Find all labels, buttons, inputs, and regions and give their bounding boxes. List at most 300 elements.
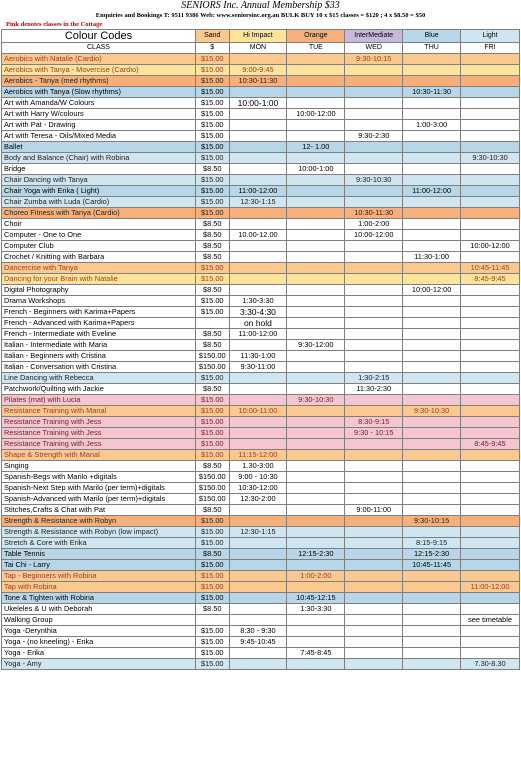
tue-time — [287, 483, 345, 494]
thu-time — [403, 351, 461, 362]
class-name: Strength & Resistance with Robyn (low impact) — [2, 527, 196, 538]
wed-time: 9:30-10:30 — [345, 175, 403, 186]
tue-time — [287, 175, 345, 186]
thu-time — [403, 637, 461, 648]
table-row — [2, 615, 520, 626]
fri-time — [461, 428, 520, 439]
fri-time — [461, 340, 520, 351]
table-row — [2, 241, 520, 252]
mon-time — [229, 142, 287, 153]
thu-time — [403, 428, 461, 439]
mon-time: on hold — [229, 318, 287, 329]
fri-time — [461, 230, 520, 241]
mon-time — [229, 241, 287, 252]
class-price: $8.50 — [195, 604, 229, 615]
mon-time — [229, 417, 287, 428]
fri-time — [461, 549, 520, 560]
table-row — [2, 505, 520, 516]
tue-time — [287, 637, 345, 648]
class-price: $15.00 — [195, 593, 229, 604]
thu-time — [403, 659, 461, 670]
tue-time — [287, 384, 345, 395]
thu-time — [403, 340, 461, 351]
thu-time — [403, 593, 461, 604]
class-name: Resistance Training with Manal — [2, 406, 196, 417]
thu-time — [403, 626, 461, 637]
mon-time: 1:30-3:30 — [229, 296, 287, 307]
table-row — [2, 131, 520, 142]
mon-time — [229, 549, 287, 560]
table-row — [2, 395, 520, 406]
colour-codes-row — [2, 30, 520, 43]
mon-time: 9:45-10:45 — [229, 637, 287, 648]
class-name: Spanish-Begs with Marilo +digitals — [2, 472, 196, 483]
class-price: $15.00 — [195, 417, 229, 428]
fri-time — [461, 472, 520, 483]
table-row — [2, 373, 520, 384]
fri-time — [461, 186, 520, 197]
mon-time — [229, 153, 287, 164]
fri-time — [461, 87, 520, 98]
tue-time — [287, 450, 345, 461]
wed-time — [345, 252, 403, 263]
class-price: $15.00 — [195, 65, 229, 76]
wed-time — [345, 406, 403, 417]
class-name: Stretch & Core with Erika — [2, 538, 196, 549]
fri-time — [461, 648, 520, 659]
table-row — [2, 186, 520, 197]
fri-time — [461, 637, 520, 648]
column-header-mon: MON — [229, 43, 287, 54]
tue-time — [287, 296, 345, 307]
table-row — [2, 494, 520, 505]
mon-time: 9:00 - 10:30 — [229, 472, 287, 483]
column-header-class: CLASS — [2, 43, 196, 54]
table-row — [2, 175, 520, 186]
thu-time — [403, 109, 461, 120]
fri-time: 10:45-11:45 — [461, 263, 520, 274]
tue-time — [287, 406, 345, 417]
class-price: $15.00 — [195, 626, 229, 637]
wed-time — [345, 560, 403, 571]
tue-time — [287, 241, 345, 252]
thu-time — [403, 241, 461, 252]
table-row — [2, 428, 520, 439]
fri-time — [461, 450, 520, 461]
mon-time — [229, 615, 287, 626]
class-name: Chair Yoga with Erika ( Light) — [2, 186, 196, 197]
tue-time — [287, 318, 345, 329]
mon-time: 12:30-2:00 — [229, 494, 287, 505]
class-price: $15.00 — [195, 186, 229, 197]
thu-time — [403, 571, 461, 582]
thu-time — [403, 219, 461, 230]
thu-time — [403, 329, 461, 340]
wed-time — [345, 318, 403, 329]
table-row — [2, 450, 520, 461]
swatch-light: Light — [461, 30, 520, 43]
class-name: Spanish-Advanced with Marilo (per term)+digitals — [2, 494, 196, 505]
table-row — [2, 87, 520, 98]
class-price: $15.00 — [195, 450, 229, 461]
wed-time: 9:30 - 10:15 — [345, 428, 403, 439]
mon-time — [229, 109, 287, 120]
class-name: Art with Pat - Drawing — [2, 120, 196, 131]
swatch-blue: Blue — [403, 30, 461, 43]
class-price: $150.00 — [195, 351, 229, 362]
table-row — [2, 274, 520, 285]
fri-time: 7.30-8.30 — [461, 659, 520, 670]
class-price: $15.00 — [195, 120, 229, 131]
wed-time — [345, 637, 403, 648]
class-price: $15.00 — [195, 648, 229, 659]
thu-time — [403, 131, 461, 142]
class-name: Bridge — [2, 164, 196, 175]
table-row — [2, 230, 520, 241]
class-name: Pilates (mat) with Lucia — [2, 395, 196, 406]
wed-time: 9:00-11:00 — [345, 505, 403, 516]
mon-time — [229, 582, 287, 593]
table-row — [2, 65, 520, 76]
class-name: Italian - Beginners with Cristina — [2, 351, 196, 362]
tue-time: 7:45-8:45 — [287, 648, 345, 659]
class-price: $8.50 — [195, 384, 229, 395]
class-name: French - Advanced with Karima+Papers — [2, 318, 196, 329]
tue-time — [287, 230, 345, 241]
table-row — [2, 549, 520, 560]
class-name: Ballet — [2, 142, 196, 153]
thu-time — [403, 230, 461, 241]
fri-time — [461, 494, 520, 505]
class-price: $15.00 — [195, 175, 229, 186]
mon-time: 11:30-1:00 — [229, 351, 287, 362]
mon-time — [229, 87, 287, 98]
table-row — [2, 340, 520, 351]
thu-time — [403, 197, 461, 208]
table-row — [2, 593, 520, 604]
mon-time: 8:30 - 9:30 — [229, 626, 287, 637]
column-header-thu: THU — [403, 43, 461, 54]
table-row — [2, 659, 520, 670]
wed-time — [345, 329, 403, 340]
wed-time — [345, 549, 403, 560]
class-price: $15.00 — [195, 538, 229, 549]
tue-time — [287, 439, 345, 450]
wed-time — [345, 307, 403, 318]
tue-time — [287, 252, 345, 263]
fri-time: 8:45-9:45 — [461, 439, 520, 450]
class-name: Yoga -Derynthia — [2, 626, 196, 637]
mon-time — [229, 571, 287, 582]
mon-time — [229, 505, 287, 516]
tue-time — [287, 659, 345, 670]
fri-time — [461, 593, 520, 604]
tue-time — [287, 516, 345, 527]
class-name: Patchwork/Quilting with Jackie — [2, 384, 196, 395]
fri-time: see timetable — [461, 615, 520, 626]
thu-time: 9:30-10:30 — [403, 406, 461, 417]
class-name: Yoga - (no kneeling) - Erika — [2, 637, 196, 648]
mon-time — [229, 274, 287, 285]
class-name: Computer Club — [2, 241, 196, 252]
mon-time — [229, 219, 287, 230]
class-price: $15.00 — [195, 208, 229, 219]
table-row — [2, 538, 520, 549]
thu-time — [403, 494, 461, 505]
mon-time — [229, 395, 287, 406]
thu-time — [403, 395, 461, 406]
class-name: Dancercise with Tanya — [2, 263, 196, 274]
wed-time — [345, 626, 403, 637]
table-row — [2, 197, 520, 208]
tue-time — [287, 131, 345, 142]
class-price: $15.00 — [195, 54, 229, 65]
fri-time — [461, 131, 520, 142]
tue-time: 10:00-12:00 — [287, 109, 345, 120]
class-name: Table Tennis — [2, 549, 196, 560]
fri-time — [461, 318, 520, 329]
tue-time: 10:00-1:00 — [287, 164, 345, 175]
thu-time — [403, 615, 461, 626]
class-name: Tap - Beginners with Robina — [2, 571, 196, 582]
fri-time — [461, 197, 520, 208]
thu-time — [403, 98, 461, 109]
class-name: Dancing for your Brain with Natalie — [2, 274, 196, 285]
class-price: $15.00 — [195, 153, 229, 164]
mon-time: 10:30-12:00 — [229, 483, 287, 494]
tue-time — [287, 120, 345, 131]
tue-time — [287, 329, 345, 340]
class-price: $8.50 — [195, 329, 229, 340]
mon-time — [229, 648, 287, 659]
wed-time — [345, 582, 403, 593]
wed-time: 11:30-2:30 — [345, 384, 403, 395]
class-name: Resistance Training with Jess — [2, 417, 196, 428]
class-name: Crochet / Knitting with Barbara — [2, 252, 196, 263]
class-name: Stitches,Crafts & Chat with Pat — [2, 505, 196, 516]
mon-time — [229, 593, 287, 604]
wed-time — [345, 263, 403, 274]
fri-time — [461, 461, 520, 472]
class-name: French - Beginners with Karima+Papers — [2, 307, 196, 318]
class-name: Yoga - Erika — [2, 648, 196, 659]
tue-time — [287, 98, 345, 109]
tue-time — [287, 560, 345, 571]
thu-time: 10:00-12:00 — [403, 285, 461, 296]
wed-time — [345, 296, 403, 307]
tue-time: 12:15-2:30 — [287, 549, 345, 560]
wed-time — [345, 142, 403, 153]
mon-time: 10:00-1:00 — [229, 98, 287, 109]
class-name: Aerobics with Tanya (Slow rhythms) — [2, 87, 196, 98]
class-name: Aerobics - Tanya (med rhythms) — [2, 76, 196, 87]
fri-time — [461, 329, 520, 340]
thu-time — [403, 263, 461, 274]
tue-time: 1:30-3:30 — [287, 604, 345, 615]
table-row — [2, 384, 520, 395]
mon-time: 1.30-3:00 — [229, 461, 287, 472]
column-header-row — [2, 43, 520, 54]
class-name: Resistance Training with Jess — [2, 428, 196, 439]
class-price: $15.00 — [195, 87, 229, 98]
thu-time: 11:30-1:00 — [403, 252, 461, 263]
fri-time: 11:00-12:00 — [461, 582, 520, 593]
class-price: $8.50 — [195, 340, 229, 351]
wed-time — [345, 98, 403, 109]
wed-time — [345, 593, 403, 604]
mon-time — [229, 208, 287, 219]
fri-time — [461, 626, 520, 637]
class-price: $15.00 — [195, 98, 229, 109]
class-price: $15.00 — [195, 637, 229, 648]
wed-time — [345, 87, 403, 98]
fri-time — [461, 54, 520, 65]
swatch-intermediate: InterMediate — [345, 30, 403, 43]
wed-time — [345, 362, 403, 373]
table-row — [2, 120, 520, 131]
wed-time: 10:30-11:30 — [345, 208, 403, 219]
mon-time: 10:30-11:30 — [229, 76, 287, 87]
table-row — [2, 626, 520, 637]
class-price: $8.50 — [195, 461, 229, 472]
class-price: $15.00 — [195, 439, 229, 450]
mon-time: 10.00-12.00 — [229, 230, 287, 241]
fri-time — [461, 571, 520, 582]
fri-time: 10:00-12:00 — [461, 241, 520, 252]
class-name: Tai Chi - Larry — [2, 560, 196, 571]
thu-time — [403, 604, 461, 615]
table-row — [2, 142, 520, 153]
mon-time — [229, 340, 287, 351]
fri-time — [461, 538, 520, 549]
wed-time: 9:30-2:30 — [345, 131, 403, 142]
table-row — [2, 417, 520, 428]
table-row — [2, 252, 520, 263]
wed-time: 1:00-2:00 — [345, 219, 403, 230]
thu-time — [403, 307, 461, 318]
class-price: $150.00 — [195, 472, 229, 483]
table-row — [2, 109, 520, 120]
mon-time — [229, 120, 287, 131]
wed-time — [345, 197, 403, 208]
tue-time — [287, 461, 345, 472]
thu-time — [403, 362, 461, 373]
mon-time — [229, 439, 287, 450]
wed-time — [345, 76, 403, 87]
wed-time: 1:30-2:15 — [345, 373, 403, 384]
class-name: Chair Dancing with Tanya — [2, 175, 196, 186]
tue-time — [287, 285, 345, 296]
mon-time — [229, 604, 287, 615]
table-row — [2, 571, 520, 582]
contact-line: Enquiries and Bookings T: 9511 9386 Web: www.seniorsinc.org.au BULK BUY 10 x $15 classes = $120 ; 4 x $8.50 = $50 — [95, 12, 426, 19]
thu-time: 12:15-2:30 — [403, 549, 461, 560]
class-price: $15.00 — [195, 428, 229, 439]
class-price: $15.00 — [195, 263, 229, 274]
fri-time — [461, 208, 520, 219]
tue-time — [287, 87, 345, 98]
class-price: $15.00 — [195, 197, 229, 208]
fri-time — [461, 252, 520, 263]
wed-time — [345, 351, 403, 362]
table-row — [2, 153, 520, 164]
table-row — [2, 219, 520, 230]
thu-time — [403, 274, 461, 285]
table-row — [2, 483, 520, 494]
mon-time — [229, 659, 287, 670]
class-name: Walking Group — [2, 615, 196, 626]
mon-time: 9:30-11:00 — [229, 362, 287, 373]
class-price: $15.00 — [195, 373, 229, 384]
wed-time — [345, 450, 403, 461]
mon-time: 9:00-9:45 — [229, 65, 287, 76]
fri-time — [461, 362, 520, 373]
wed-time — [345, 494, 403, 505]
class-name: Spanish-Next Step with Marilo (per term)+digitals — [2, 483, 196, 494]
wed-time: 8:30-9:15 — [345, 417, 403, 428]
thu-time — [403, 450, 461, 461]
class-name: Choreo Fitness with Tanya (Cardio) — [2, 208, 196, 219]
table-row — [2, 296, 520, 307]
wed-time — [345, 340, 403, 351]
tue-time — [287, 351, 345, 362]
swatch-sand: Sand — [195, 30, 229, 43]
wed-time — [345, 461, 403, 472]
table-row — [2, 208, 520, 219]
class-price: $15.00 — [195, 76, 229, 87]
class-price: $15.00 — [195, 109, 229, 120]
wed-time — [345, 483, 403, 494]
class-name: Italian - Intermediate with Maria — [2, 340, 196, 351]
class-name: Body and Balance (Chair) with Robina — [2, 153, 196, 164]
column-header-wed: WED — [345, 43, 403, 54]
wed-time — [345, 164, 403, 175]
fri-time — [461, 505, 520, 516]
thu-time — [403, 153, 461, 164]
tue-time — [287, 76, 345, 87]
tue-time — [287, 615, 345, 626]
wed-time — [345, 395, 403, 406]
thu-time — [403, 296, 461, 307]
table-row — [2, 637, 520, 648]
class-price: $15.00 — [195, 307, 229, 318]
tue-time — [287, 505, 345, 516]
fri-time — [461, 219, 520, 230]
class-name: Resistance Training with Jess — [2, 439, 196, 450]
mon-time: 10:00-11:00 — [229, 406, 287, 417]
class-name: Digital Photography — [2, 285, 196, 296]
mon-time — [229, 175, 287, 186]
mon-time — [229, 54, 287, 65]
class-name: Choir — [2, 219, 196, 230]
fri-time — [461, 98, 520, 109]
table-row — [2, 98, 520, 109]
wed-time — [345, 274, 403, 285]
class-price: $15.00 — [195, 659, 229, 670]
class-name: Tap with Robina — [2, 582, 196, 593]
class-name: Aerobics with Natalie (Cardio) — [2, 54, 196, 65]
wed-time — [345, 604, 403, 615]
tue-time — [287, 582, 345, 593]
fri-time: 8:45-9:45 — [461, 274, 520, 285]
thu-time — [403, 318, 461, 329]
class-name: Tone & Tighten with Robina — [2, 593, 196, 604]
tue-time — [287, 197, 345, 208]
class-price — [195, 318, 229, 329]
fri-time — [461, 175, 520, 186]
class-price: $8.50 — [195, 219, 229, 230]
swatch-orange: Orange — [287, 30, 345, 43]
